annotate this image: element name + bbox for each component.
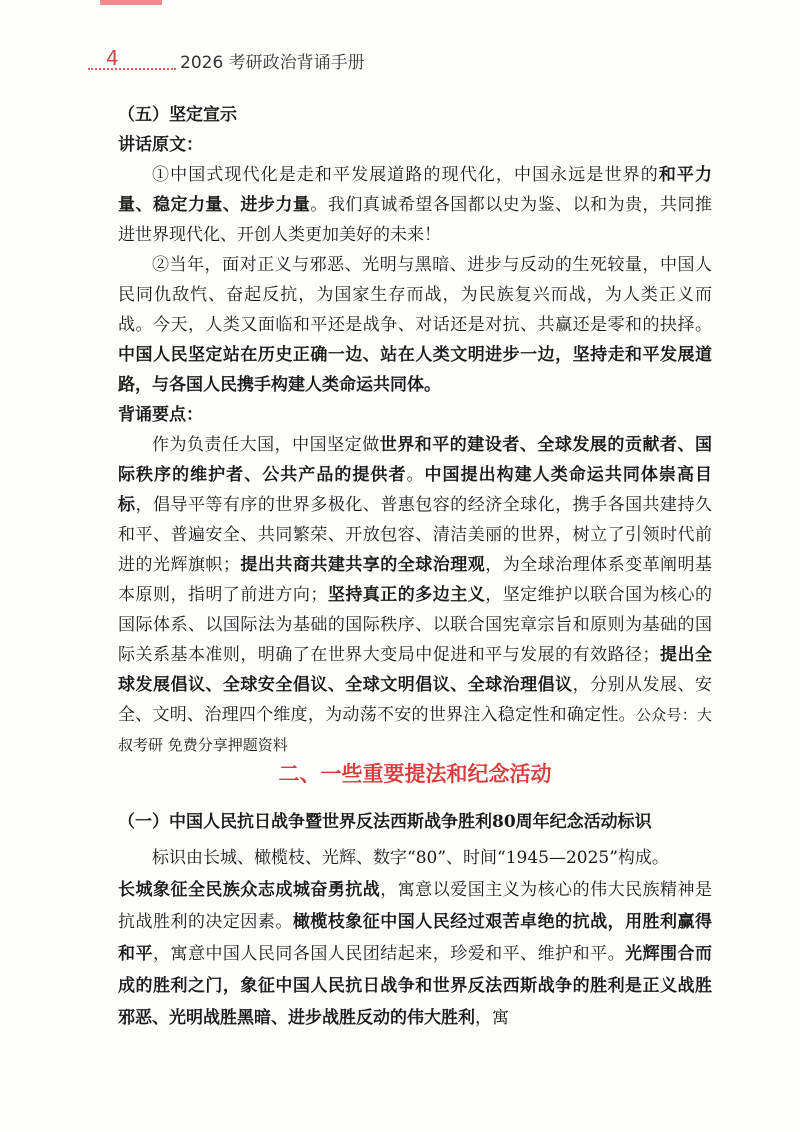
part-two-section — [118, 806, 712, 1034]
quote-1-bold: 和平力量、稳定力量、进步力量 — [118, 165, 713, 215]
kp-bold-4: 中国提出构建人类命运共同体崇高目标 — [118, 465, 712, 515]
emblem-sub-heading: （一）中国人民抗日战争暨世界反法西斯战争胜利80周年纪念活动标识 — [118, 812, 652, 832]
key-points-label: 背诵要点： — [118, 405, 203, 425]
kp-bold-2: 世界和平的建设者、全球发展的贡献者、国际秩序的维护者、公共产品的提供者 — [118, 435, 713, 485]
kp-bold-8: 坚持真正的多边主义 — [327, 585, 486, 605]
emblem-paragraph-2 — [118, 874, 712, 1034]
kp-text-7: ，为全球治理体系变革阐明基本原则，指明了前进方向； — [118, 555, 713, 605]
quote-2-bold: 中国人民坚定站在历史正确一边、站在人类文明进步一边，坚持走和平发展道路，与各国人民携手构建人类命运共同体。 — [118, 345, 712, 395]
emblem-bold-a: 长城象征全民族众志成城奋勇抗战 — [118, 880, 381, 900]
top-color-mark — [100, 0, 162, 5]
original-text-label: 讲话原文： — [118, 135, 203, 155]
kp-text-1: 作为负责任大国，中国坚定做 — [152, 435, 380, 455]
watermark-text: 公众号：大叔考研 免费分享押题资料 — [118, 706, 712, 754]
kp-text-3: 。 — [406, 465, 425, 485]
section-heading: （五）坚定宣示 — [118, 105, 237, 125]
quote-1-text-c: 。我们真诚希望各国都以史为鉴、以和为贵，共同推进世界现代化、开创人类更加美好的未来！ — [118, 195, 713, 245]
quote-paragraph-1 — [118, 160, 712, 250]
key-points-paragraph — [118, 430, 712, 760]
book-title: 2026 考研政治背诵手册 — [180, 53, 365, 73]
kp-text-11: ，分别从发展、安全、文明、治理四个维度，为动荡不安的世界注入稳定性和确定性。 — [118, 675, 713, 725]
part-two-heading: 二、一些重要提法和纪念活动 — [278, 762, 552, 786]
emblem-bold-c: 橄榄枝象征中国人民经过艰苦卓绝的抗战，用胜利赢得和平 — [118, 912, 713, 964]
emblem-bold-e: 光辉围合而成的胜利之门，象征中国人民抗日战争和世界反法西斯战争的胜利是正义战胜邪恶、光明战胜黑暗、进步战胜反动的伟大胜利 — [118, 944, 713, 1028]
kp-text-9: ，坚定维护以联合国为核心的国际体系、以国际法为基础的国际秩序、以联合国宪章宗旨和原则为基础的国际关系基本准则，明确了在世界大变局中促进和平与发展的有效路径； — [118, 585, 713, 665]
kp-bold-10: 提出全球发展倡议、全球安全倡议、全球文明倡议、全球治理倡议 — [118, 645, 713, 695]
emblem-paragraph-1: 标识由长城、橄榄枝、光辉、数字“80”、时间“1945—2025”构成。 — [152, 848, 669, 868]
quote-2-text-a: ②当年，面对正义与邪恶、光明与黑暗、进步与反动的生死较量，中国人民同仇敌忾、奋起反抗，为国家生存而战，为民族复兴而战，为人类正义而战。今天，人类又面临和平还是战争、对话还是对抗、共赢还是零和的抉择。 — [118, 255, 712, 335]
quote-1-text-a: ①中国式现代化是走和平发展道路的现代化，中国永远是世界的 — [152, 165, 659, 185]
emblem-text-f: ，寓 — [475, 1008, 509, 1028]
header-dotted-rule — [88, 68, 176, 70]
emblem-text-d: ，寓意中国人民同各国人民团结起来，珍爱和平、维护和平。 — [152, 944, 626, 964]
section-five — [118, 100, 712, 760]
quote-paragraph-2 — [118, 250, 712, 400]
kp-bold-6: 提出共商共建共享的全球治理观 — [239, 555, 486, 575]
page-header — [88, 46, 708, 76]
kp-text-5: ，倡导平等有序的世界多极化、普惠包容的经济全球化，携手各国共建持久和平、普遍安全、共同繁荣、开放包容、清洁美丽的世界，树立了引领时代前进的光辉旗帜； — [118, 495, 713, 575]
emblem-text-b: ，寓意以爱国主义为核心的伟大民族精神是抗战胜利的决定因素。 — [118, 880, 713, 932]
page-number: 4 — [106, 46, 119, 70]
